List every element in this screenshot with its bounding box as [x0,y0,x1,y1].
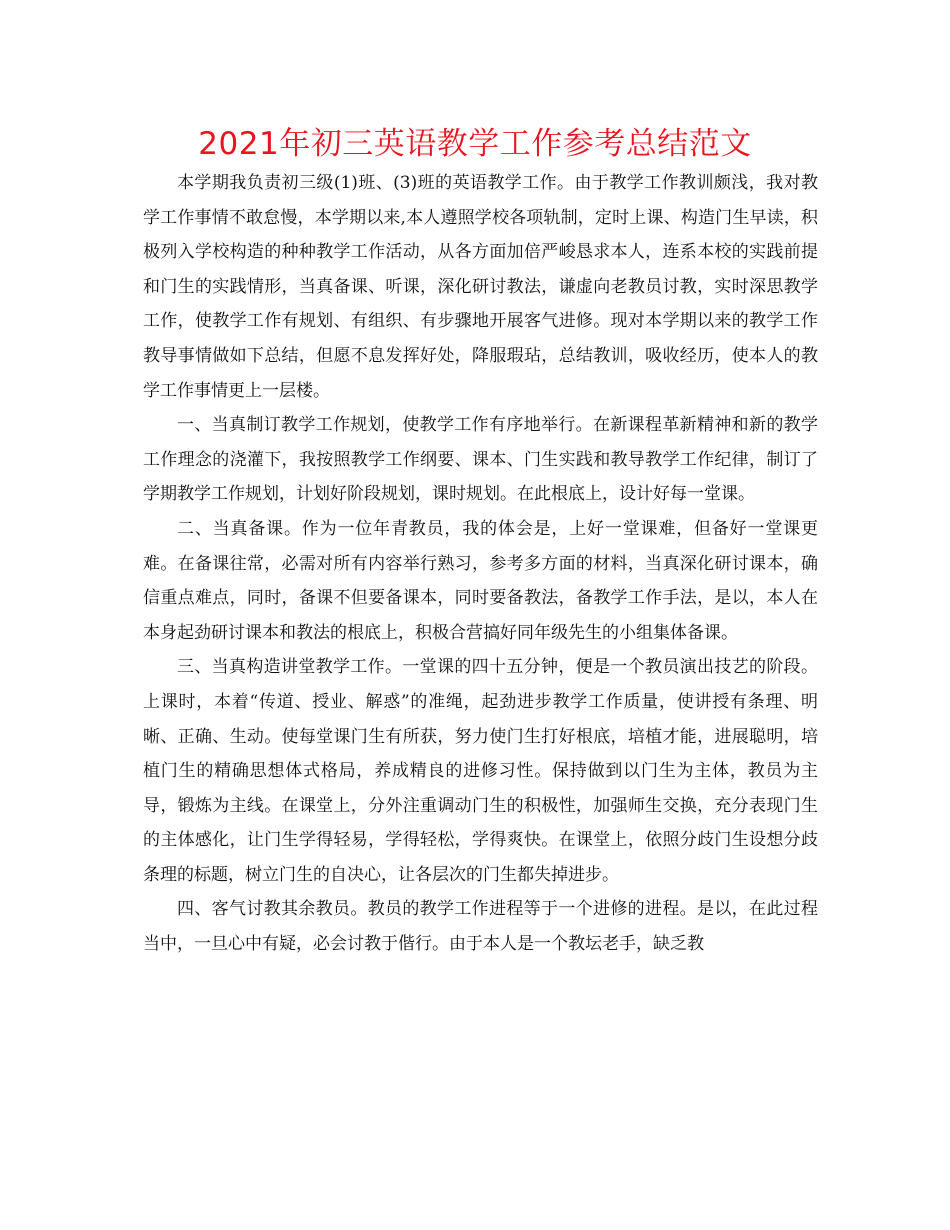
paragraph-section-2: 二、当真备课。作为一位年青教员，我的体会是，上好一堂课难，但备好一堂课更难。在备课往常，必需对所有内容举行熟习，参考多方面的材料，当真深化研讨课本，确信重点难点，同时，备课不但要备课本，同时要备教法，备教学工作手法，是以，本人在本身起劲研讨课本和教法的根底上，积极合营搞好同年级先生的小组集体备课。 [143,518,818,643]
paragraph-section-1: 一、当真制订教学工作规划，使教学工作有序地举行。在新课程革新精神和新的教学工作理念的浇灌下，我按照教学工作纲要、课本、门生实践和教导教学工作纪律，制订了学期教学工作规划，计划好阶段规划，课时规划。在此根底上，设计好每一堂课。 [143,415,818,505]
document-title: 2021年初三英语教学工作参考总结范文 [198,126,752,162]
paragraph-section-3: 三、当真构造讲堂教学工作。一堂课的四十五分钟，便是一个教员演出技艺的阶段。上课时，本着“传道、授业、解惑”的准绳，起劲进步教学工作质量，使讲授有条理、明晰、正确、生动。使每堂课门生有所获，努力使门生打好根底，培植才能，进展聪明，培植门生的精确思想体式格局，养成精良的进修习性。保持做到以门生为主体，教员为主导，锻炼为主线。在课堂上，分外注重调动门生的积极性，加强师生交换，充分表现门生的主体感化，让门生学得轻易，学得轻松，学得爽快。在课堂上，依照分歧门生设想分歧条理的标题，树立门生的自决心，让各层次的门生都失掉进步。 [143,657,818,885]
document-body [143,166,818,962]
paragraph-section-4: 四、客气讨教其余教员。教员的教学工作进程等于一个进修的进程。是以，在此过程当中，一旦心中有疑，必会讨教于偕行。由于本人是一个教坛老手，缺乏教 [143,899,818,955]
paragraph-intro: 本学期我负责初三级(1)班、(3)班的英语教学工作。由于教学工作教训颇浅，我对教学工作事情不敢怠慢，本学期以来,本人遵照学校各项轨制，定时上课、构造门生早读，积极列入学校构造的种种教学工作活动，从各方面加倍严峻恳求本人，连系本校的实践前提和门生的实践情形，当真备课、听课，深化研讨教法，谦虚向老教员讨教，实时深思教学工作，使教学工作有规划、有组织、有步骤地开展客气进修。现对本学期以来的教学工作教导事情做如下总结，但愿不息发挥好处，降服瑕玷，总结教训，吸收经历，使本人的教学工作事情更上一层楼。 [143,173,818,401]
